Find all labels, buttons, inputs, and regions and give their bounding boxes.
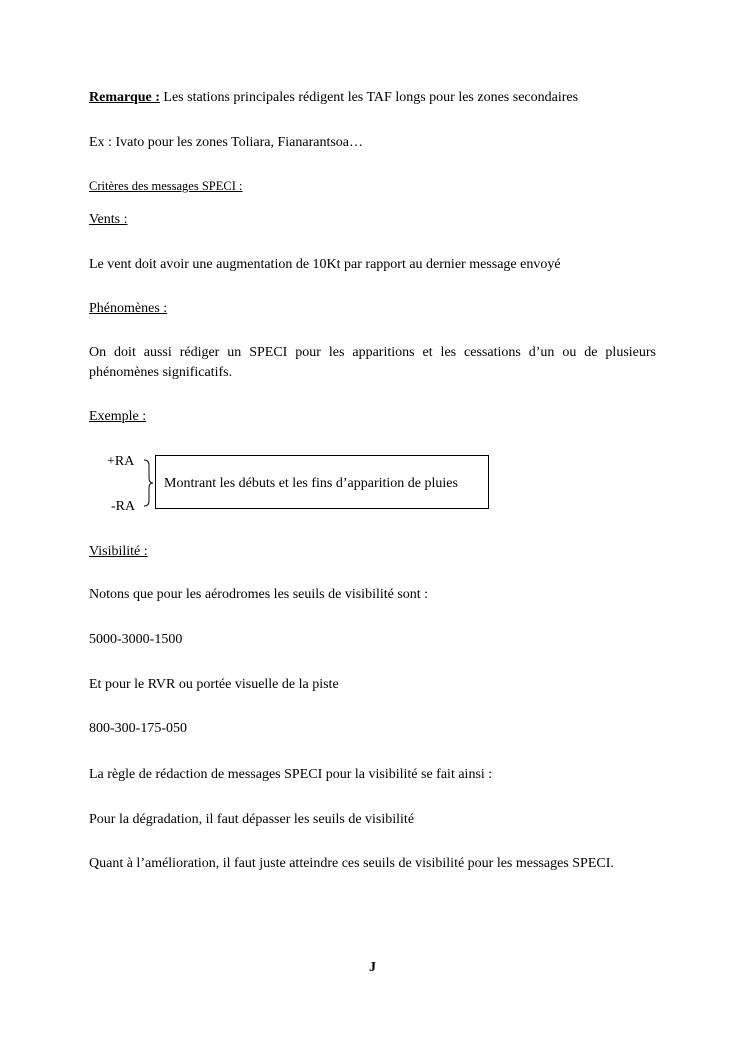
rvr-thresholds: 800-300-175-050: [89, 721, 187, 736]
rvr-intro: Et pour le RVR ou portée visuelle de la piste: [89, 677, 339, 692]
example-heading: Exemple :: [89, 409, 147, 424]
remark-text: Les stations principales rédigent les TAF longs pour les zones secondaires: [159, 90, 579, 105]
example-box-text: Montrant les débuts et les fins d’apparition de pluies: [164, 476, 458, 491]
example-line: Ex : Ivato pour les zones Toliara, Fianarantsoa…: [89, 135, 364, 150]
improvement-text: Quant à l’amélioration, il faut juste atteindre ces seuils de visibilité pour les messages SPECI.: [89, 856, 614, 871]
minus-ra-label: -RA: [111, 499, 136, 514]
plus-ra-label: +RA: [107, 454, 135, 469]
phenomena-heading: Phénomènes :: [89, 301, 168, 316]
visibility-thresholds: 5000-3000-1500: [89, 632, 183, 647]
example-box: [155, 455, 489, 509]
visibility-rule: La règle de rédaction de messages SPECI pour la visibilité se fait ainsi :: [89, 767, 493, 782]
remark-label: Remarque :: [89, 90, 160, 105]
winds-text: Le vent doit avoir une augmentation de 10Kt par rapport au dernier message envoyé: [89, 257, 561, 272]
phenomena-text: On doit aussi rédiger un SPECI pour les apparitions et les cessations d’un ou de plusieurs phénomènes significatifs.: [89, 345, 656, 380]
remark-line: [89, 88, 578, 107]
winds-heading: Vents :: [89, 212, 128, 227]
visibility-intro: Notons que pour les aérodromes les seuils de visibilité sont :: [89, 587, 429, 602]
degradation-text: Pour la dégradation, il faut dépasser les seuils de visibilité: [89, 812, 415, 827]
visibility-heading: Visibilité :: [89, 544, 148, 559]
speci-heading: Critères des messages SPECI :: [89, 179, 243, 193]
page-footer: J: [369, 960, 376, 975]
